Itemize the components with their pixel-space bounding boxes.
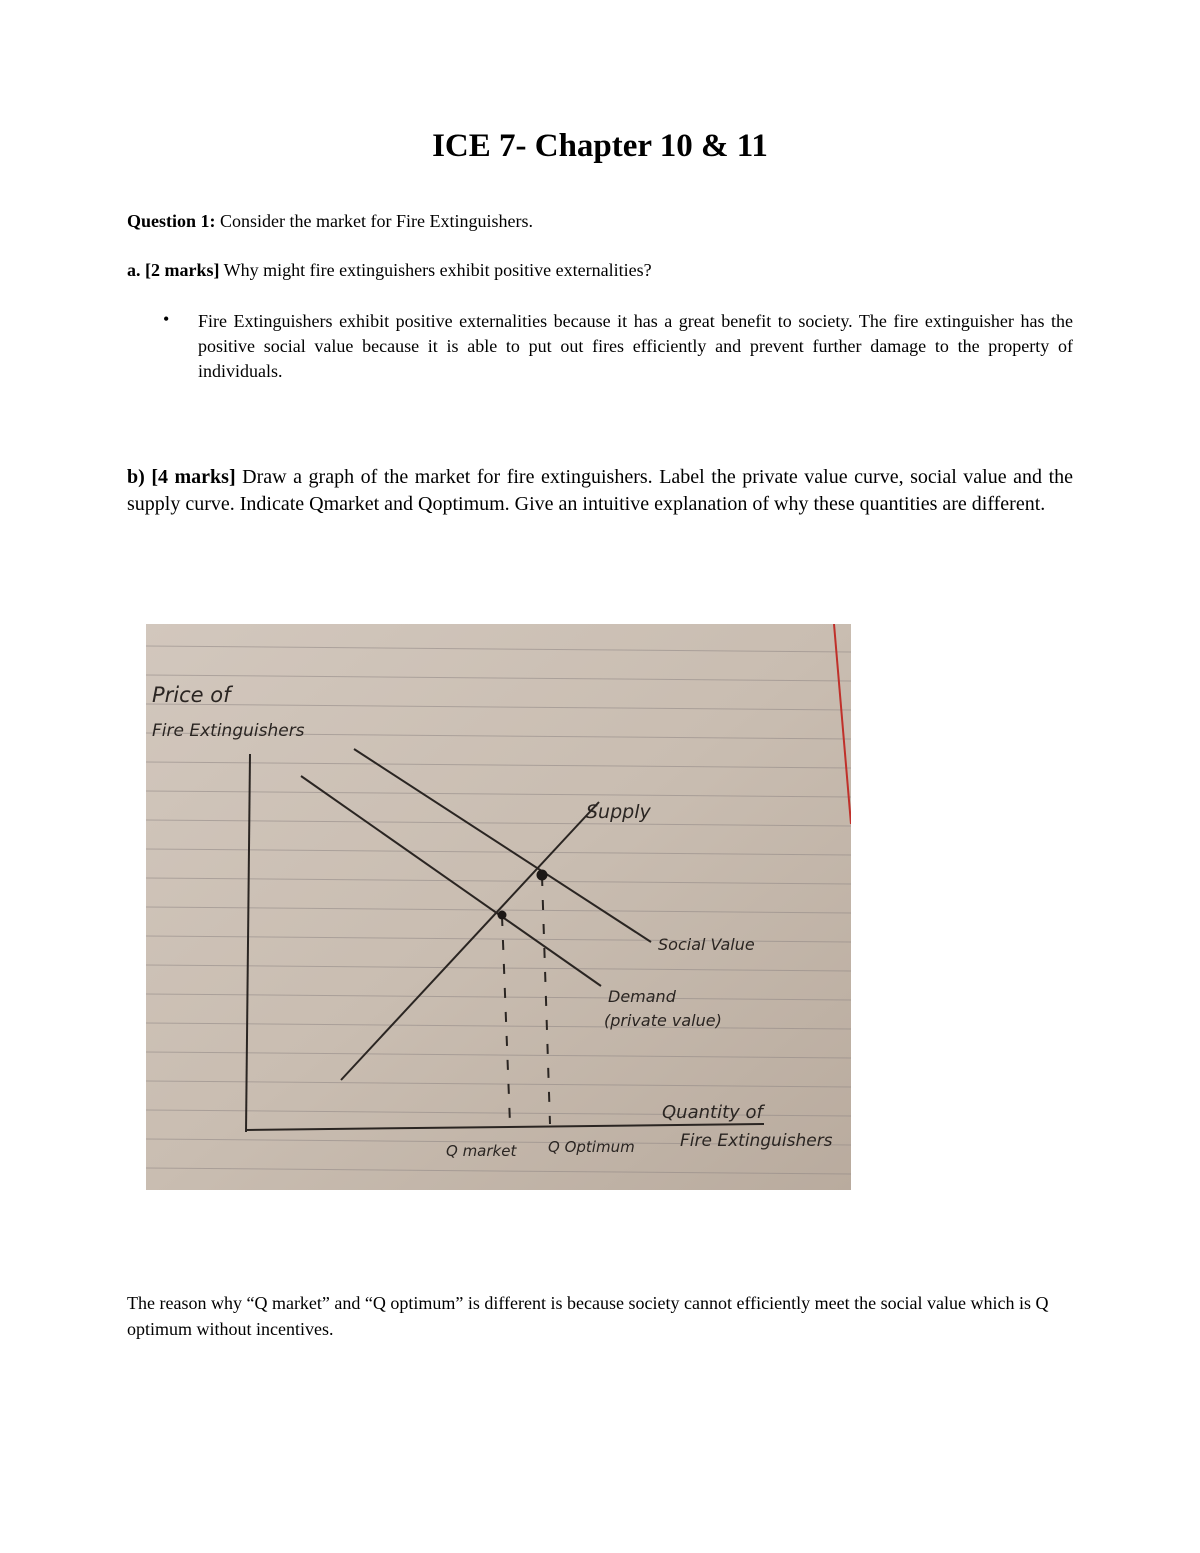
question-1-label: Question 1: [127,211,216,231]
part-b-answer: The reason why “Q market” and “Q optimum” is different is because society cannot efficiently meet the social value which is Q optimum without incentives. [127,1293,1049,1339]
part-b-label: b) [4 marks] [127,466,236,488]
optimum-point [537,870,548,881]
part-a-answer-text: Fire Extinguishers exhibit positive externalities because it has a great benefit to society. The fire extinguisher has the positive social value because it is able to put out fires efficiently and prevent further damage to the property of individuals. [198,311,1073,381]
page-title: ICE 7- Chapter 10 & 11 [432,128,768,164]
market-equilibrium-point [498,911,507,920]
part-a-text: Why might fire extinguishers exhibit positive externalities? [219,260,652,280]
social-value-label: Social Value [658,935,755,954]
bullet-icon: • [163,309,170,329]
part-a-label: a. [2 marks] [127,260,220,280]
question-1 [127,211,533,232]
y-axis-label-line1: Price of [152,683,231,707]
demand-label-line2: (private value) [604,1011,722,1030]
question-1-text: Consider the market for Fire Extinguishers. [215,211,533,231]
part-b-text: Draw a graph of the market for fire extinguishers. Label the private value curve, social value and the supply curve. Indicate Qmarket and Qoptimum. Give an intuitive explanation of why these quantities are different. [127,466,1073,515]
y-axis-label-line2: Fire Extinguishers [152,721,305,741]
x-axis-label-line2: Fire Extinguishers [680,1131,833,1151]
demand-label-line1: Demand [608,987,676,1006]
question-part-b [127,464,1073,518]
q-market-label: Q market [446,1142,517,1160]
x-axis-label-line1: Quantity of [662,1102,763,1123]
question-part-a [127,260,652,281]
supply-label: Supply [586,801,651,823]
graph-photo [146,624,851,1190]
q-optimum-label: Q Optimum [548,1138,635,1156]
part-a-answer [163,309,1073,384]
